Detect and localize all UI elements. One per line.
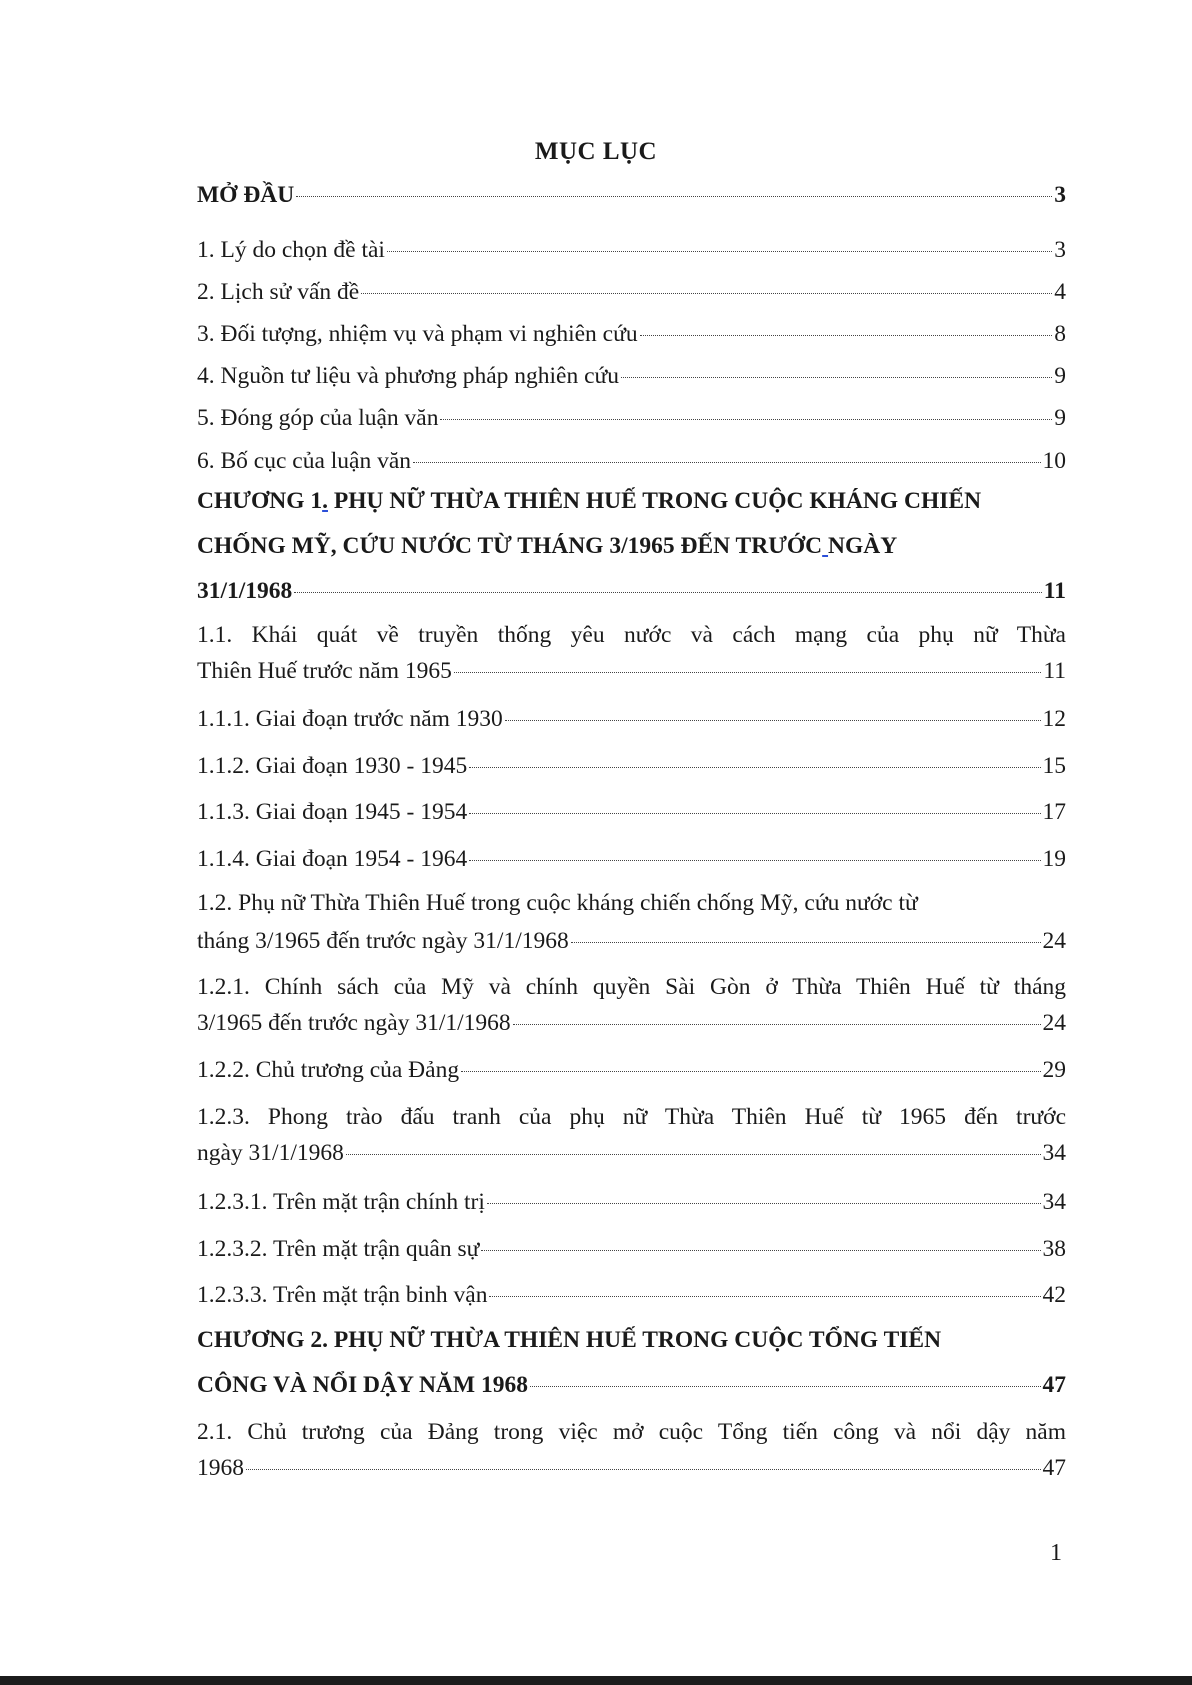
toc-page-number: 10 [1042, 448, 1066, 474]
toc-entry[interactable]: 1.1.3. Giai đoạn 1945 - 1954 17 [197, 799, 1066, 825]
toc-page-number: 47 [1042, 1455, 1066, 1481]
toc-page-number: 12 [1042, 706, 1066, 732]
toc-page-number: 11 [1043, 578, 1066, 604]
toc-page-number: 24 [1042, 1010, 1066, 1036]
toc-entry[interactable]: 1.1.2. Giai đoạn 1930 - 1945 15 [197, 753, 1066, 779]
toc-page-number: 17 [1042, 799, 1066, 825]
toc-entry[interactable]: 1.2.3.2. Trên mặt trận quân sự 38 [197, 1236, 1066, 1262]
toc-page-number: 47 [1042, 1372, 1066, 1398]
toc-page-number: 8 [1054, 321, 1066, 347]
toc-page-number: 29 [1042, 1057, 1066, 1083]
toc-page-number: 9 [1054, 363, 1066, 389]
toc-entry[interactable]: 1.2.3. Phong trào đấu tranh của phụ nữ Thừa Thiên Huế từ 1965 đến trước ngày 31/1/1968 34 [197, 1104, 1066, 1166]
toc-page-number: 42 [1042, 1282, 1066, 1308]
toc-page-number: 9 [1054, 405, 1066, 431]
toc-entry[interactable]: 2. Lịch sử vấn đề 4 [197, 279, 1066, 305]
toc-entry[interactable]: 1.2. Phụ nữ Thừa Thiên Huế trong cuộc kháng chiến chống Mỹ, cứu nước từ tháng 3/1965 đến trước ngày 31/1/1968 24 [197, 890, 1066, 954]
toc-page-number: 11 [1043, 658, 1066, 684]
toc-entry-chapter-2[interactable]: CHƯƠNG 2. PHỤ NỮ THỪA THIÊN HUẾ TRONG CUỘC TỔNG TIẾN CÔNG VÀ NỔI DẬY NĂM 1968 47 [197, 1327, 1066, 1398]
toc-entry[interactable]: 1.2.3.1. Trên mặt trận chính trị 34 [197, 1189, 1066, 1215]
toc-page-number: 19 [1042, 846, 1066, 872]
toc-entry[interactable]: 1.2.2. Chủ trương của Đảng 29 [197, 1057, 1066, 1083]
toc-page-number: 38 [1042, 1236, 1066, 1262]
toc-page-number: 3 [1054, 237, 1066, 263]
toc-page-number: 4 [1054, 279, 1066, 305]
toc-entry[interactable]: 1.1.1. Giai đoạn trước năm 1930 12 [197, 706, 1066, 732]
toc-entry[interactable]: 1.1. Khái quát về truyền thống yêu nước và cách mạng của phụ nữ Thừa Thiên Huế trước năm 1965 11 [197, 622, 1066, 684]
toc-entry[interactable]: 1.2.1. Chính sách của Mỹ và chính quyền Sài Gòn ở Thừa Thiên Huế từ tháng 3/1965 đến trước ngày 31/1/1968 24 [197, 974, 1066, 1036]
toc-entry[interactable]: 1.2.3.3. Trên mặt trận binh vận 42 [197, 1282, 1066, 1308]
page-number: 1 [1050, 1540, 1062, 1566]
toc-page-number: 3 [1054, 182, 1066, 208]
toc-entry[interactable]: 1.1.4. Giai đoạn 1954 - 1964 19 [197, 846, 1066, 872]
toc-page-number: 24 [1042, 928, 1066, 954]
toc-entry[interactable]: 1. Lý do chọn đề tài 3 [197, 237, 1066, 263]
toc-entry-mo-dau[interactable]: MỞ ĐẦU 3 [197, 182, 1066, 208]
toc-page-number: 34 [1042, 1189, 1066, 1215]
bottom-divider [0, 1676, 1192, 1685]
toc-entry[interactable]: 6. Bố cục của luận văn 10 [197, 448, 1066, 474]
toc-entry[interactable]: 5. Đóng góp của luận văn 9 [197, 405, 1066, 431]
toc-page-number: 15 [1042, 753, 1066, 779]
toc-entry[interactable]: 3. Đối tượng, nhiệm vụ và phạm vi nghiên cứu 8 [197, 321, 1066, 347]
toc-entry-chapter-1[interactable]: CHƯƠNG 1. PHỤ NỮ THỪA THIÊN HUẾ TRONG CUỘC KHÁNG CHIẾN CHỐNG MỸ, CỨU NƯỚC TỪ THÁNG 3/1965 ĐẾN TRƯỚC NGÀY 31/1/1968 11 [197, 488, 1066, 604]
toc-title: MỤC LỤC [534, 138, 658, 165]
toc-entry[interactable]: 2.1. Chủ trương của Đảng trong việc mở cuộc Tổng tiến công và nổi dậy năm 1968 47 [197, 1419, 1066, 1481]
toc-page-number: 34 [1042, 1140, 1066, 1166]
toc-entry[interactable]: 4. Nguồn tư liệu và phương pháp nghiên cứu 9 [197, 363, 1066, 389]
